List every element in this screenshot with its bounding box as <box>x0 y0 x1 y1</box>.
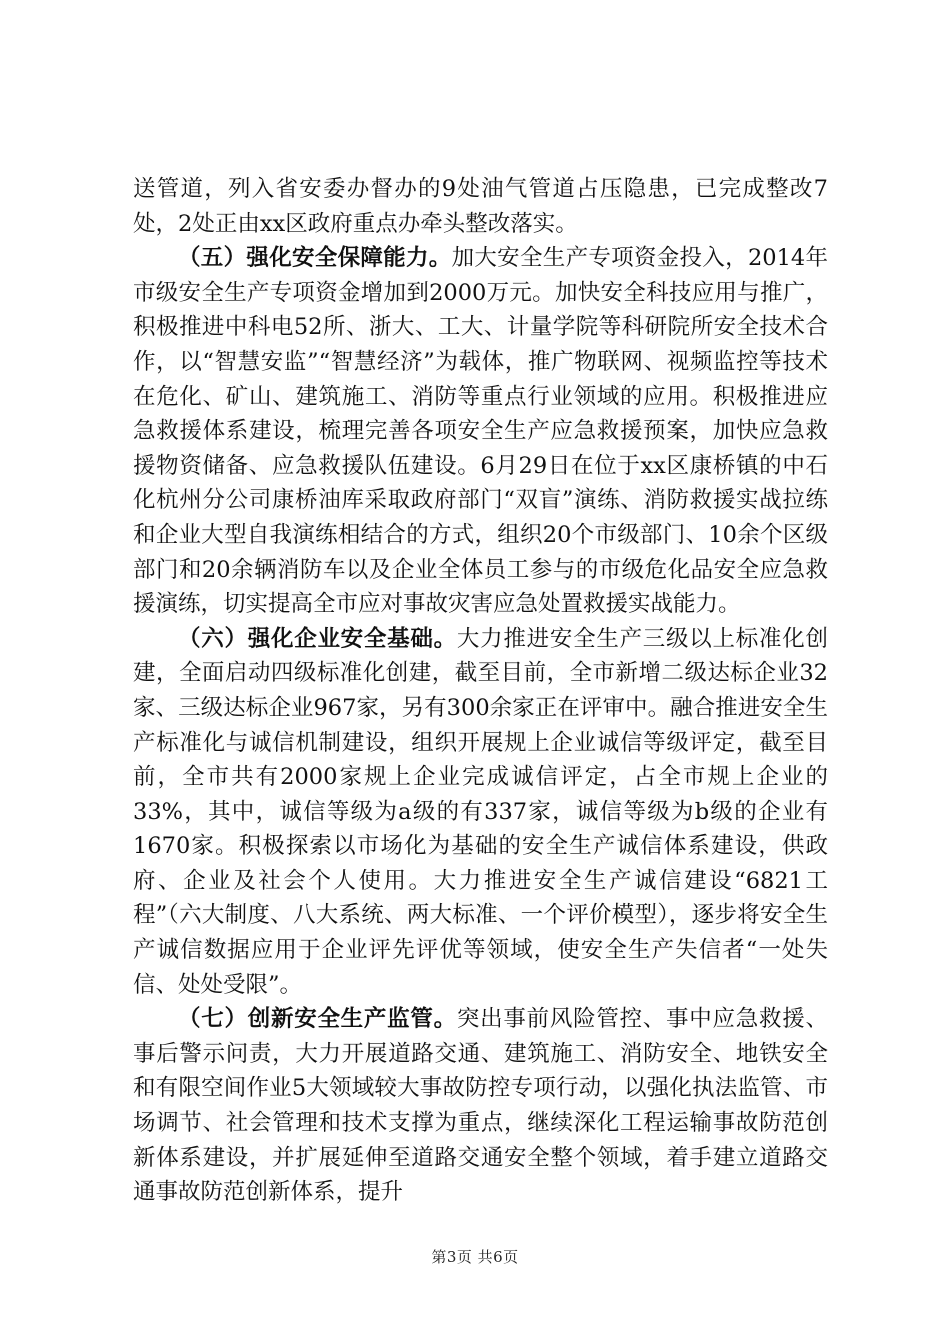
paragraph-text: 大力推进安全生产三级以上标准化创建，全面启动四级标准化创建，截至目前，全市新增二级达标企业32家、三级达标企业967家，另有300余家正在评审中。融合推进安全生产标准化与诚信机制建设，组织开展规上企业诚信等级评定，截至目前，全市共有2000家规上企业完成诚信评定，占全市规上企业的33%，其中，诚信等级为a级的有337家，诚信等级为b级的企业有1670家。积极探索以市场化为基础的安全生产诚信体系建设，供政府、企业及社会个人使用。大力推进安全生产诚信建设“6821工程”（六大制度、八大系统、两大标准、一个评价模型），逐步将安全生产诚信数据应用于企业评先评优等领域，使安全生产失信者“一处失信、处处受限”。 <box>133 625 828 998</box>
section-heading: （七）创新安全生产监管。 <box>178 1006 457 1033</box>
paragraph-text: 突出事前风险管控、事中应急救援、事后警示问责，大力开展道路交通、建筑施工、消防安全、地铁安全和有限空间作业5大领域较大事故防控专项行动，以强化执法监管、市场调节、社会管理和技术支撑为重点，继续深化工程运输事故防范创新体系建设，并扩展延伸至道路交通安全整个领域，着手建立道路交通事故防范创新体系，提升 <box>133 1006 828 1206</box>
section-heading: （六）强化企业安全基础。 <box>178 625 457 652</box>
paragraph-section-7 <box>133 1002 828 1210</box>
paragraph-section-5 <box>133 241 828 622</box>
paragraph-continuation <box>133 172 828 241</box>
document-body <box>133 172 828 1210</box>
paragraph-text: 加大安全生产专项资金投入，2014年市级安全生产专项资金增加到2000万元。加快安全科技应用与推广，积极推进中科电52所、浙大、工大、计量学院等科研院所安全技术合作，以“智慧安监”“智慧经济”为载体，推广物联网、视频监控等技术在危化、矿山、建筑施工、消防等重点行业领域的应用。积极推进应急救援体系建设，梳理完善各项安全生产应急救援预案，加快应急救援物资储备、应急救援队伍建设。6月29日在位于xx区康桥镇的中石化杭州分公司康桥油库采取政府部门“双盲”演练、消防救援实战拉练和企业大型自我演练相结合的方式，组织20个市级部门、10余个区级部门和20余辆消防车以及企业全体员工参与的市级危化品安全应急救援演练，切实提高全市应对事故灾害应急处置救援实战能力。 <box>133 245 828 618</box>
paragraph-section-6 <box>133 622 828 1003</box>
section-heading: （五）强化安全保障能力。 <box>178 245 452 272</box>
page-number-footer: 第3页 共6页 <box>431 1248 519 1266</box>
paragraph-text: 送管道，列入省安委办督办的9处油气管道占压隐患，已完成整改7处，2处正由xx区政府重点办牵头整改落实。 <box>133 176 828 237</box>
